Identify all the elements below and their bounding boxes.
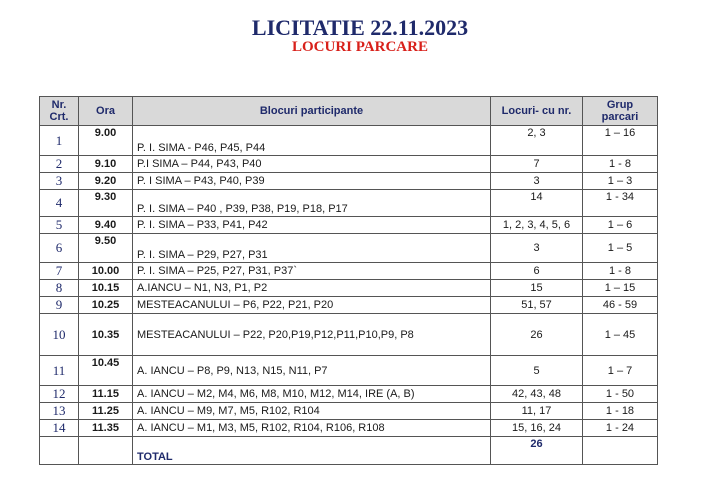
row-grup: 1 - 50: [583, 386, 658, 403]
table-header-row: [40, 97, 658, 126]
total-nr-empty: [40, 437, 79, 465]
table-row: [40, 173, 658, 190]
row-blocuri: MESTEACANULUI – P22, P20,P19,P12,P11,P10,P9, P8: [133, 314, 491, 356]
row-ora: 10.45: [79, 356, 133, 386]
row-grup: 1 – 16: [583, 126, 658, 156]
row-ora: 10.25: [79, 297, 133, 314]
table-row: [40, 403, 658, 420]
row-ora: 9.20: [79, 173, 133, 190]
header-locuri: Locuri- cu nr.: [491, 97, 583, 126]
header-ora: Ora: [79, 97, 133, 126]
row-grup: 1 - 8: [583, 263, 658, 280]
row-nr: 5: [40, 217, 79, 234]
row-nr: 4: [40, 190, 79, 217]
row-blocuri: MESTEACANULUI – P6, P22, P21, P20: [133, 297, 491, 314]
row-locuri: 5: [491, 356, 583, 386]
table-row: [40, 314, 658, 356]
row-blocuri: A. IANCU – P8, P9, N13, N15, N11, P7: [133, 356, 491, 386]
header-grup: [583, 97, 658, 126]
row-locuri: 1, 2, 3, 4, 5, 6: [491, 217, 583, 234]
row-nr: 7: [40, 263, 79, 280]
row-locuri: 15: [491, 280, 583, 297]
row-grup: 1 – 3: [583, 173, 658, 190]
row-blocuri: A. IANCU – M9, M7, M5, R102, R104: [133, 403, 491, 420]
row-nr: 13: [40, 403, 79, 420]
row-ora: 9.30: [79, 190, 133, 217]
row-ora: 11.35: [79, 420, 133, 437]
row-locuri: 26: [491, 314, 583, 356]
row-grup: 1 – 7: [583, 356, 658, 386]
table-row: [40, 297, 658, 314]
table-row: [40, 190, 658, 217]
row-locuri: 11, 17: [491, 403, 583, 420]
table-row: [40, 386, 658, 403]
row-nr: 14: [40, 420, 79, 437]
row-locuri: 15, 16, 24: [491, 420, 583, 437]
row-blocuri: A.IANCU – N1, N3, P1, P2: [133, 280, 491, 297]
table-row: [40, 280, 658, 297]
total-row: [40, 437, 658, 465]
row-blocuri: P. I. SIMA – P33, P41, P42: [133, 217, 491, 234]
table-row: [40, 126, 658, 156]
row-nr: 9: [40, 297, 79, 314]
row-ora: 10.00: [79, 263, 133, 280]
total-ora-empty: [79, 437, 133, 465]
row-locuri: 6: [491, 263, 583, 280]
row-grup: 1 - 34: [583, 190, 658, 217]
header-grup-line2: parcari: [601, 111, 639, 123]
row-locuri: 3: [491, 173, 583, 190]
row-nr: 6: [40, 234, 79, 263]
table-row: [40, 420, 658, 437]
total-label: TOTAL: [133, 437, 491, 465]
row-locuri: 51, 57: [491, 297, 583, 314]
row-ora: 9.10: [79, 156, 133, 173]
table-row: [40, 263, 658, 280]
row-locuri: 2, 3: [491, 126, 583, 156]
row-locuri: 7: [491, 156, 583, 173]
row-ora: 10.35: [79, 314, 133, 356]
page-title: LICITATIE 22.11.2023: [251, 15, 469, 40]
row-locuri: 14: [491, 190, 583, 217]
row-ora: 11.25: [79, 403, 133, 420]
header-blocuri: Blocuri participante: [133, 97, 491, 126]
header-nr-line2: Crt.: [49, 111, 69, 123]
row-grup: 1 – 45: [583, 314, 658, 356]
row-blocuri: P. I. SIMA – P25, P27, P31, P37`: [133, 263, 491, 280]
row-ora: 9.00: [79, 126, 133, 156]
row-blocuri: P.I SIMA – P44, P43, P40: [133, 156, 491, 173]
table-row: [40, 156, 658, 173]
header-nr-line1: Nr.: [51, 99, 67, 111]
row-grup: 1 – 6: [583, 217, 658, 234]
row-blocuri: A. IANCU – M1, M3, M5, R102, R104, R106, R108: [133, 420, 491, 437]
table-row: [40, 356, 658, 386]
header-nr: [40, 97, 79, 126]
row-nr: 10: [40, 314, 79, 356]
auction-table: [39, 96, 658, 465]
row-grup: 1 - 8: [583, 156, 658, 173]
row-ora: 9.40: [79, 217, 133, 234]
row-grup: 1 – 15: [583, 280, 658, 297]
row-blocuri: P. I SIMA – P43, P40, P39: [133, 173, 491, 190]
row-nr: 8: [40, 280, 79, 297]
row-blocuri: A. IANCU – M2, M4, M6, M8, M10, M12, M14, IRE (A, B): [133, 386, 491, 403]
row-grup: 1 - 18: [583, 403, 658, 420]
header-grup-line1: Grup: [606, 99, 634, 111]
row-nr: 12: [40, 386, 79, 403]
row-grup: 46 - 59: [583, 297, 658, 314]
row-grup: 1 - 24: [583, 420, 658, 437]
row-blocuri: P. I. SIMA – P40 , P39, P38, P19, P18, P17: [133, 190, 491, 217]
page-subtitle: LOCURI PARCARE: [292, 39, 428, 55]
row-blocuri: P. I. SIMA - P46, P45, P44: [133, 126, 491, 156]
row-nr: 11: [40, 356, 79, 386]
row-nr: 1: [40, 126, 79, 156]
row-locuri: 42, 43, 48: [491, 386, 583, 403]
row-ora: 10.15: [79, 280, 133, 297]
row-locuri: 3: [491, 234, 583, 263]
row-nr: 3: [40, 173, 79, 190]
row-ora: 9.50: [79, 234, 133, 263]
total-value: 26: [491, 437, 583, 465]
row-ora: 11.15: [79, 386, 133, 403]
row-blocuri: P. I. SIMA – P29, P27, P31: [133, 234, 491, 263]
row-grup: 1 – 5: [583, 234, 658, 263]
table-row: [40, 234, 658, 263]
table-row: [40, 217, 658, 234]
row-nr: 2: [40, 156, 79, 173]
total-grup-empty: [583, 437, 658, 465]
